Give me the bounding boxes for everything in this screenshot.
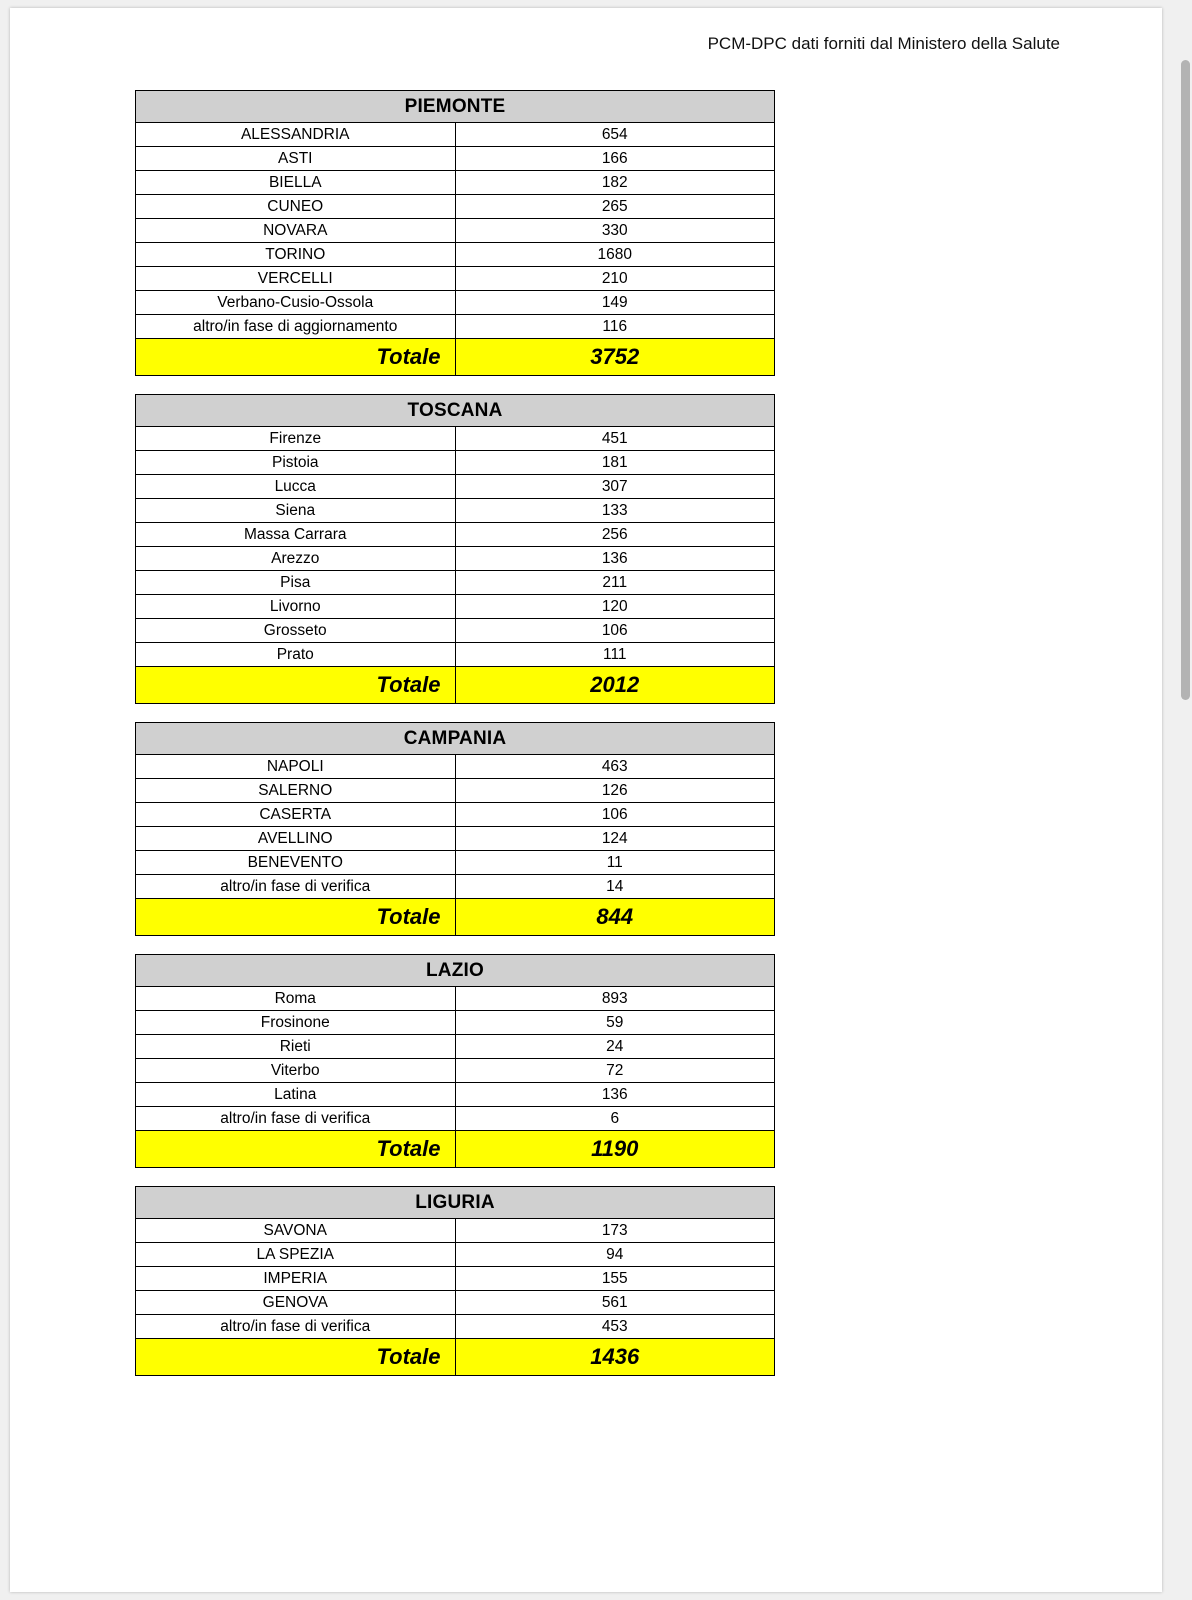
province-name: Arezzo: [136, 547, 456, 571]
table-row: [136, 1291, 775, 1315]
province-value: 120: [455, 595, 775, 619]
province-name: Siena: [136, 499, 456, 523]
region-table: [135, 954, 775, 1168]
province-name: NAPOLI: [136, 755, 456, 779]
table-row: [136, 1035, 775, 1059]
province-value: 14: [455, 875, 775, 899]
province-value: 265: [455, 195, 775, 219]
province-value: 166: [455, 147, 775, 171]
province-value: 330: [455, 219, 775, 243]
province-name: Prato: [136, 643, 456, 667]
region-total-label: Totale: [136, 339, 456, 376]
table-row: [136, 451, 775, 475]
region-total-value: 844: [455, 899, 775, 936]
province-value: 106: [455, 619, 775, 643]
province-value: 211: [455, 571, 775, 595]
table-row: [136, 571, 775, 595]
region-title-row: [136, 1187, 775, 1219]
table-row: [136, 987, 775, 1011]
province-value: 111: [455, 643, 775, 667]
region-total-label: Totale: [136, 1131, 456, 1168]
region-table: [135, 394, 775, 704]
table-row: [136, 315, 775, 339]
table-row: [136, 1315, 775, 1339]
province-name: BENEVENTO: [136, 851, 456, 875]
province-name: VERCELLI: [136, 267, 456, 291]
region-total-value: 2012: [455, 667, 775, 704]
table-row: [136, 219, 775, 243]
province-value: 307: [455, 475, 775, 499]
province-value: 106: [455, 803, 775, 827]
province-name: Livorno: [136, 595, 456, 619]
table-row: [136, 267, 775, 291]
province-value: 136: [455, 1083, 775, 1107]
province-value: 210: [455, 267, 775, 291]
province-value: 6: [455, 1107, 775, 1131]
table-row: [136, 475, 775, 499]
table-row: [136, 427, 775, 451]
table-row: [136, 195, 775, 219]
table-row: [136, 123, 775, 147]
table-row: [136, 1243, 775, 1267]
region-title-row: [136, 91, 775, 123]
table-row: [136, 1059, 775, 1083]
province-name: altro/in fase di aggiornamento: [136, 315, 456, 339]
province-name: SAVONA: [136, 1219, 456, 1243]
region-title-row: [136, 955, 775, 987]
province-name: Frosinone: [136, 1011, 456, 1035]
province-name: LA SPEZIA: [136, 1243, 456, 1267]
province-value: 11: [455, 851, 775, 875]
province-name: Roma: [136, 987, 456, 1011]
region-table: [135, 1186, 775, 1376]
table-row: [136, 595, 775, 619]
table-row: [136, 1107, 775, 1131]
region-total-label: Totale: [136, 667, 456, 704]
region-title: PIEMONTE: [136, 91, 775, 123]
province-name: CUNEO: [136, 195, 456, 219]
province-value: 451: [455, 427, 775, 451]
region-table: [135, 722, 775, 936]
province-value: 1680: [455, 243, 775, 267]
document-source-note: PCM-DPC dati forniti dal Ministero della Salute: [707, 34, 1060, 53]
province-name: TORINO: [136, 243, 456, 267]
province-name: Latina: [136, 1083, 456, 1107]
province-value: 126: [455, 779, 775, 803]
region-total-value: 3752: [455, 339, 775, 376]
province-name: Massa Carrara: [136, 523, 456, 547]
region-total-row: [136, 1131, 775, 1168]
province-value: 116: [455, 315, 775, 339]
table-row: [136, 1219, 775, 1243]
province-value: 124: [455, 827, 775, 851]
vertical-scrollbar-track[interactable]: [1178, 0, 1192, 1600]
province-value: 94: [455, 1243, 775, 1267]
province-name: SALERNO: [136, 779, 456, 803]
region-total-row: [136, 1339, 775, 1376]
vertical-scrollbar-thumb[interactable]: [1181, 60, 1190, 700]
province-value: 136: [455, 547, 775, 571]
region-title: LIGURIA: [136, 1187, 775, 1219]
table-row: [136, 499, 775, 523]
province-name: IMPERIA: [136, 1267, 456, 1291]
table-row: [136, 643, 775, 667]
province-value: 59: [455, 1011, 775, 1035]
table-row: [136, 291, 775, 315]
province-name: Viterbo: [136, 1059, 456, 1083]
region-total-row: [136, 339, 775, 376]
table-row: [136, 803, 775, 827]
table-row: [136, 827, 775, 851]
table-row: [136, 755, 775, 779]
province-name: AVELLINO: [136, 827, 456, 851]
region-title: LAZIO: [136, 955, 775, 987]
region-title-row: [136, 395, 775, 427]
province-name: Verbano-Cusio-Ossola: [136, 291, 456, 315]
document-page: [10, 8, 1162, 1592]
region-total-row: [136, 899, 775, 936]
table-row: [136, 147, 775, 171]
province-value: 256: [455, 523, 775, 547]
province-value: 133: [455, 499, 775, 523]
table-row: [136, 523, 775, 547]
province-name: altro/in fase di verifica: [136, 1107, 456, 1131]
region-total-value: 1190: [455, 1131, 775, 1168]
province-value: 181: [455, 451, 775, 475]
region-title: CAMPANIA: [136, 723, 775, 755]
region-tables-container: [135, 90, 775, 1394]
province-value: 463: [455, 755, 775, 779]
region-total-label: Totale: [136, 899, 456, 936]
province-name: Pistoia: [136, 451, 456, 475]
table-row: [136, 243, 775, 267]
region-total-value: 1436: [455, 1339, 775, 1376]
province-name: BIELLA: [136, 171, 456, 195]
province-value: 149: [455, 291, 775, 315]
province-value: 893: [455, 987, 775, 1011]
table-row: [136, 875, 775, 899]
province-value: 72: [455, 1059, 775, 1083]
province-value: 155: [455, 1267, 775, 1291]
province-name: ALESSANDRIA: [136, 123, 456, 147]
province-name: Pisa: [136, 571, 456, 595]
province-name: altro/in fase di verifica: [136, 875, 456, 899]
table-row: [136, 619, 775, 643]
table-row: [136, 547, 775, 571]
region-title-row: [136, 723, 775, 755]
table-row: [136, 1083, 775, 1107]
region-title: TOSCANA: [136, 395, 775, 427]
region-table: [135, 90, 775, 376]
province-name: altro/in fase di verifica: [136, 1315, 456, 1339]
province-name: GENOVA: [136, 1291, 456, 1315]
province-name: Grosseto: [136, 619, 456, 643]
province-name: Rieti: [136, 1035, 456, 1059]
table-row: [136, 851, 775, 875]
province-value: 453: [455, 1315, 775, 1339]
province-name: NOVARA: [136, 219, 456, 243]
table-row: [136, 1267, 775, 1291]
region-total-row: [136, 667, 775, 704]
region-total-label: Totale: [136, 1339, 456, 1376]
province-value: 182: [455, 171, 775, 195]
province-value: 24: [455, 1035, 775, 1059]
province-name: Lucca: [136, 475, 456, 499]
province-value: 173: [455, 1219, 775, 1243]
province-value: 561: [455, 1291, 775, 1315]
table-row: [136, 779, 775, 803]
table-row: [136, 171, 775, 195]
province-name: Firenze: [136, 427, 456, 451]
province-name: CASERTA: [136, 803, 456, 827]
table-row: [136, 1011, 775, 1035]
province-value: 654: [455, 123, 775, 147]
province-name: ASTI: [136, 147, 456, 171]
